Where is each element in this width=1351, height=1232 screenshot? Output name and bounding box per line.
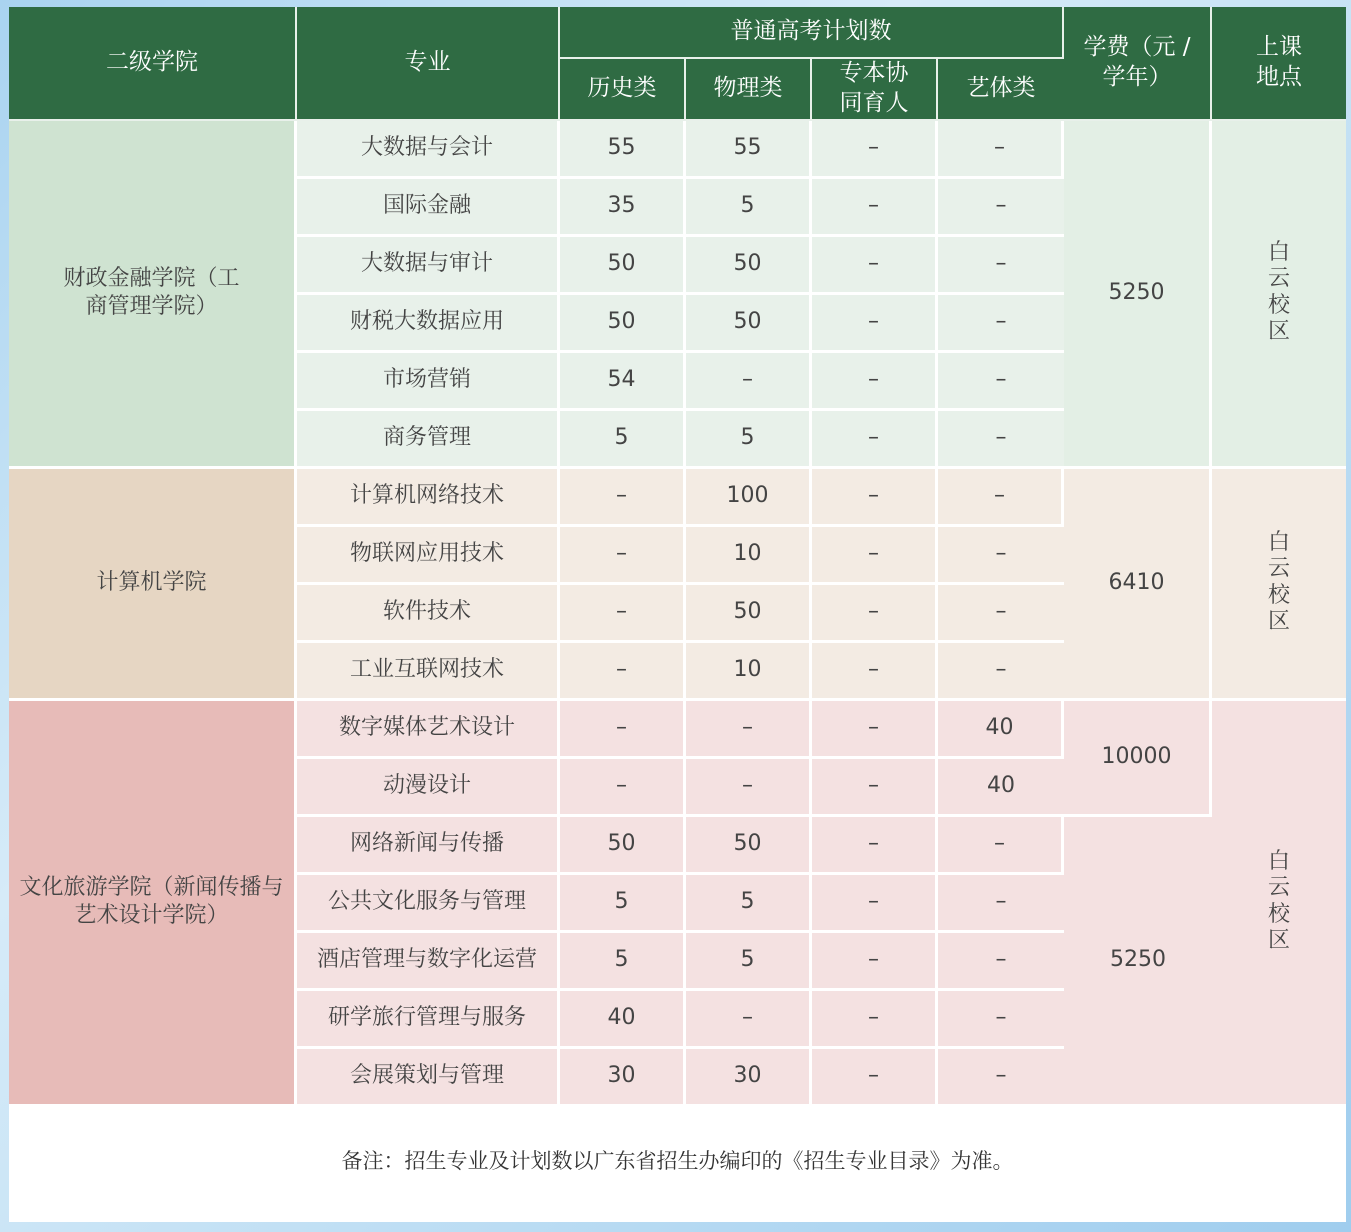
major-cell: 研学旅行管理与服务	[297, 991, 560, 1049]
physics-cell: 10	[686, 643, 812, 701]
physics-cell: 50	[686, 237, 812, 295]
arts-cell: –	[938, 469, 1064, 527]
physics-cell: –	[686, 701, 812, 759]
arts-cell: 40	[938, 759, 1064, 817]
coop-cell: –	[812, 237, 938, 295]
coop-cell: –	[812, 1049, 938, 1107]
coop-cell: –	[812, 991, 938, 1049]
arts-cell: –	[938, 237, 1064, 295]
major-cell: 大数据与审计	[297, 237, 560, 295]
location-text: 白云校区	[1267, 848, 1290, 954]
arts-cell: –	[938, 643, 1064, 701]
coop-cell: –	[812, 875, 938, 933]
major-cell: 物联网应用技术	[297, 527, 560, 585]
history-cell: 35	[560, 179, 686, 237]
major-cell: 大数据与会计	[297, 121, 560, 179]
arts-cell: –	[938, 121, 1064, 179]
physics-cell: 5	[686, 179, 812, 237]
location-cell	[1212, 121, 1346, 469]
major-cell: 酒店管理与数字化运营	[297, 933, 560, 991]
header-location: 上课地点	[1212, 7, 1346, 121]
physics-cell: 5	[686, 933, 812, 991]
major-cell: 会展策划与管理	[297, 1049, 560, 1107]
history-cell: 5	[560, 411, 686, 469]
physics-cell: –	[686, 991, 812, 1049]
physics-cell: 50	[686, 817, 812, 875]
header-physics: 物理类	[686, 59, 812, 121]
coop-cell: –	[812, 121, 938, 179]
coop-cell: –	[812, 179, 938, 237]
physics-cell: 50	[686, 585, 812, 643]
header-arts: 艺体类	[938, 59, 1064, 121]
history-cell: 50	[560, 817, 686, 875]
major-cell: 工业互联网技术	[297, 643, 560, 701]
location-text: 白云校区	[1267, 529, 1290, 635]
table-row	[9, 469, 1346, 527]
table-row	[9, 121, 1346, 179]
arts-cell: –	[938, 527, 1064, 585]
header-college: 二级学院	[9, 7, 297, 121]
physics-cell: 100	[686, 469, 812, 527]
fee-cell: 6410	[1064, 469, 1212, 701]
header-fee: 学费（元 / 学年）	[1064, 7, 1212, 121]
arts-cell: –	[938, 991, 1064, 1049]
arts-cell: –	[938, 875, 1064, 933]
coop-cell: –	[812, 411, 938, 469]
coop-cell: –	[812, 527, 938, 585]
major-cell: 动漫设计	[297, 759, 560, 817]
major-cell: 软件技术	[297, 585, 560, 643]
college-cell: 文化旅游学院（新闻传播与艺术设计学院）	[9, 701, 297, 1107]
physics-cell: 5	[686, 875, 812, 933]
arts-cell: –	[938, 933, 1064, 991]
physics-cell: 30	[686, 1049, 812, 1107]
major-cell: 市场营销	[297, 353, 560, 411]
major-cell: 国际金融	[297, 179, 560, 237]
arts-cell: 40	[938, 701, 1064, 759]
arts-cell: –	[938, 1049, 1064, 1107]
fee-cell: 5250	[1064, 817, 1212, 1107]
coop-cell: –	[812, 585, 938, 643]
college-cell: 财政金融学院（工商管理学院）	[9, 121, 297, 469]
history-cell: –	[560, 469, 686, 527]
arts-cell: –	[938, 817, 1064, 875]
history-cell: –	[560, 701, 686, 759]
header-coop: 专本协同育人	[812, 59, 938, 121]
location-cell	[1212, 469, 1346, 701]
major-cell: 财税大数据应用	[297, 295, 560, 353]
coop-cell: –	[812, 759, 938, 817]
history-cell: –	[560, 527, 686, 585]
major-cell: 商务管理	[297, 411, 560, 469]
arts-cell: –	[938, 353, 1064, 411]
footnote: 备注：招生专业及计划数以广东省招生办编印的《招生专业目录》为准。	[341, 1149, 1014, 1173]
arts-cell: –	[938, 411, 1064, 469]
coop-cell: –	[812, 817, 938, 875]
physics-cell: 5	[686, 411, 812, 469]
history-cell: 54	[560, 353, 686, 411]
arts-cell: –	[938, 295, 1064, 353]
coop-cell: –	[812, 295, 938, 353]
header-major: 专业	[297, 7, 560, 121]
history-cell: 5	[560, 933, 686, 991]
history-cell: 50	[560, 237, 686, 295]
coop-cell: –	[812, 643, 938, 701]
history-cell: 50	[560, 295, 686, 353]
enrollment-plan-table	[9, 7, 1346, 1107]
major-cell: 公共文化服务与管理	[297, 875, 560, 933]
history-cell: 5	[560, 875, 686, 933]
history-cell: 30	[560, 1049, 686, 1107]
arts-cell: –	[938, 179, 1064, 237]
header-plan-group: 普通高考计划数	[560, 7, 1064, 59]
fee-cell: 10000	[1064, 701, 1212, 817]
location-text: 白云校区	[1267, 239, 1290, 345]
major-cell: 网络新闻与传播	[297, 817, 560, 875]
history-cell: –	[560, 643, 686, 701]
location-cell	[1212, 701, 1346, 1107]
history-cell: –	[560, 585, 686, 643]
major-cell: 数字媒体艺术设计	[297, 701, 560, 759]
coop-cell: –	[812, 701, 938, 759]
physics-cell: 55	[686, 121, 812, 179]
history-cell: –	[560, 759, 686, 817]
major-cell: 计算机网络技术	[297, 469, 560, 527]
college-cell: 计算机学院	[9, 469, 297, 701]
history-cell: 40	[560, 991, 686, 1049]
fee-cell: 5250	[1064, 121, 1212, 469]
table-row	[9, 701, 1346, 759]
header-history: 历史类	[560, 59, 686, 121]
coop-cell: –	[812, 933, 938, 991]
coop-cell: –	[812, 353, 938, 411]
physics-cell: 10	[686, 527, 812, 585]
coop-cell: –	[812, 469, 938, 527]
history-cell: 55	[560, 121, 686, 179]
arts-cell: –	[938, 585, 1064, 643]
physics-cell: –	[686, 353, 812, 411]
physics-cell: –	[686, 759, 812, 817]
physics-cell: 50	[686, 295, 812, 353]
